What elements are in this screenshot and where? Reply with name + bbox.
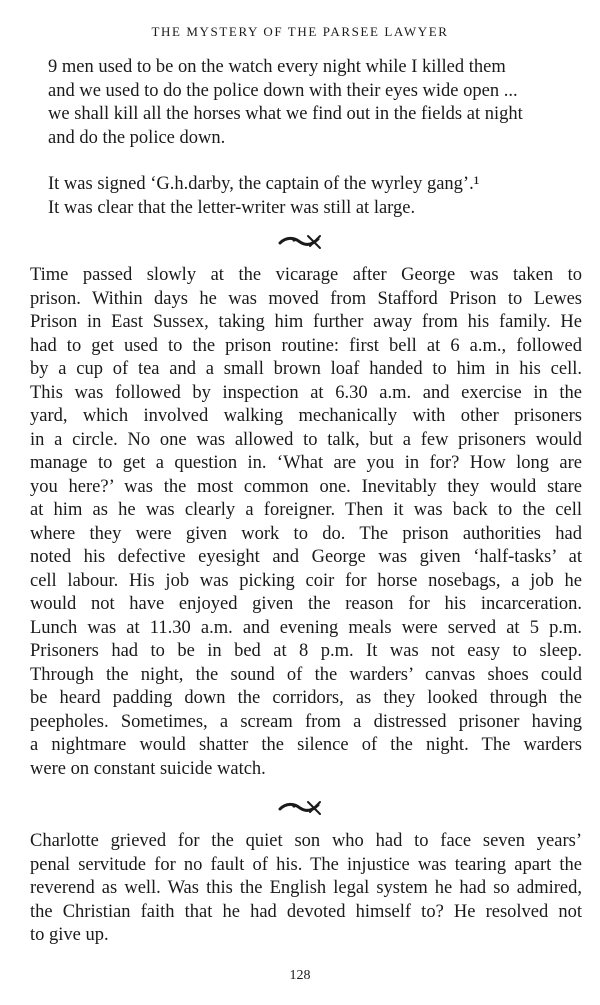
clear-line: It was clear that the letter-writer was still at large. xyxy=(48,197,416,218)
paragraph-line: in a circle. No one was allowed to talk, but a few prisoners would xyxy=(30,429,582,450)
paragraph-line: reverend as well. Was this the English legal system he had so admired, xyxy=(30,878,582,898)
paragraph-line: penal servitude for no fault of his. The injustice was tearing apart the xyxy=(30,854,582,875)
paragraph-line: Prison in East Sussex, taking him further away from his family. He xyxy=(30,312,582,332)
running-head: THE MYSTERY OF THE PARSEE LAWYER xyxy=(151,24,449,39)
paragraph-line: peepholes. Sometimes, a scream from a distressed prisoner having xyxy=(30,711,582,732)
paragraph-line: Charlotte grieved for the quiet son who had to face seven years’ xyxy=(30,831,582,851)
signature-note xyxy=(48,173,564,220)
paragraph-line: to give up. xyxy=(30,925,109,945)
paragraph-line: by a cup of tea and a small brown loaf handed to him in his cell. xyxy=(30,359,582,379)
quoted-letter xyxy=(48,56,564,150)
section-break-ornament-icon xyxy=(0,800,600,821)
quote-line: 9 men used to be on the watch every night while I killed them xyxy=(48,57,506,77)
quote-line: and we used to do the police down with their eyes wide open ... xyxy=(48,80,518,101)
paragraph-line: would not have enjoyed given the reason for his incarceration. xyxy=(30,594,582,614)
paragraph-line: be heard padding down the corridors, as they looked through the xyxy=(30,688,582,708)
paragraph-line: Through the night, the sound of the warders’ canvas shoes could xyxy=(30,664,582,685)
paragraph-line: yard, which involved walking mechanically with other prisoners xyxy=(30,406,582,426)
paragraph-line: where they were given work to do. The prison authorities had xyxy=(30,523,582,544)
signed-line: It was signed ‘G.h.darby, the captain of the wyrley gang’.¹ xyxy=(48,174,480,194)
paragraph-line: cell labour. His job was picking coir for horse nosebags, a job he xyxy=(30,570,582,591)
paragraph-line: prison. Within days he was moved from Stafford Prison to Lewes xyxy=(30,288,582,309)
paragraph-line: Prisoners had to be in bed at 8 p.m. It was not easy to sleep. xyxy=(30,641,582,661)
paragraph-line: This was followed by inspection at 6.30 a.m. and exercise in the xyxy=(30,382,582,403)
paragraph-line: at him as he was clearly a foreigner. Then it was back to the cell xyxy=(30,500,582,520)
paragraph-line: noted his defective eyesight and George was given ‘half-tasks’ at xyxy=(30,547,582,567)
paragraph-prison xyxy=(30,264,582,781)
page-number: 128 xyxy=(289,968,311,983)
paragraph-line: Time passed slowly at the vicarage after George was taken to xyxy=(30,265,582,285)
paragraph-line: were on constant suicide watch. xyxy=(30,758,266,779)
paragraph-charlotte xyxy=(30,830,582,948)
paragraph-line: had to get used to the prison routine: first bell at 6 a.m., followed xyxy=(30,335,582,356)
section-break-ornament-icon xyxy=(0,234,600,255)
paragraph-line: the Christian faith that he had devoted himself to? He resolved not xyxy=(30,901,582,922)
paragraph-line: you here?’ was the most common one. Inevitably they would stare xyxy=(30,476,582,497)
quote-line: we shall kill all the horses what we find out in the fields at night xyxy=(48,104,523,124)
paragraph-line: a nightmare would shatter the silence of the night. The warders xyxy=(30,735,582,755)
quote-line: and do the police down. xyxy=(48,127,226,148)
paragraph-line: Lunch was at 11.30 a.m. and evening meals were served at 5 p.m. xyxy=(30,617,582,638)
paragraph-line: manage to get a question in. ‘What are you in for? How long are xyxy=(30,453,582,473)
